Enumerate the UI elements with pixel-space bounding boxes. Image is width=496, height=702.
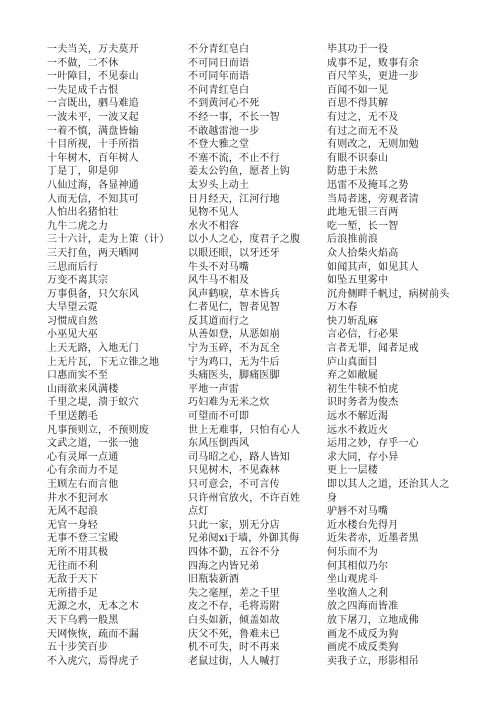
idiom-line: 无源之水，无本之木 [47, 601, 139, 613]
idiom-line: 一失足成千古恨 [47, 84, 119, 96]
idiom-line: 言必信，行必果 [327, 329, 399, 341]
idiom-line: 求大同，存小异 [327, 451, 399, 463]
idiom-line: 万事俱备，只欠东风 [47, 288, 139, 300]
idiom-line: 宁为玉碎，不为瓦全 [188, 343, 280, 355]
idiom-line: 平地一声雷 [188, 383, 239, 395]
idiom-line: 卖我子立，形影相吊 [327, 655, 419, 667]
idiom-line: 日月经天，江河行地 [188, 193, 280, 205]
idiom-line: 只可意会，不可言传 [188, 479, 280, 490]
idiom-line: 何乐而不为 [327, 546, 378, 558]
idiom-line: 文武之道，一张一弛 [47, 438, 139, 450]
idiom-line: 庆父不死，鲁难未已 [188, 628, 280, 640]
idiom-line: 失之毫厘，差之千里 [188, 587, 280, 599]
idiom-line: 无事不登三宝殿 [47, 533, 119, 545]
idiom-line: 四体不勤，五谷不分 [188, 546, 280, 558]
idiom-line: 姜太公钓鱼，愿者上钩 [188, 166, 290, 178]
idiom-line: 心有灵犀一点通 [47, 451, 119, 463]
idiom-line: 白头如新，倾盖如故 [188, 614, 280, 626]
idiom-line: 不问青红皂白 [188, 84, 250, 96]
idiom-line: 井水不犯河水 [47, 492, 109, 504]
idiom-line: 太岁头上动土 [188, 179, 250, 191]
idiom-line: 人而无信，不知其可 [47, 193, 139, 205]
idiom-line: 百闻不如一见 [327, 84, 389, 96]
idiom-line: 近水楼台先得月 [327, 519, 399, 531]
idiom-line: 只此一家，别无分店 [188, 519, 280, 531]
idiom-line: 千里之堤，溃于蚁穴 [47, 397, 139, 409]
idiom-line: 有眼不识泰山 [327, 152, 389, 164]
idiom-line: 成事不足，败事有余 [327, 57, 419, 69]
idiom-line: 后浪推前浪 [327, 234, 378, 246]
idiom-line: 不经一事，不长一智 [188, 111, 280, 123]
idiom-line: 初生牛犊不怕虎 [327, 383, 399, 395]
idiom-line: 司马昭之心，路人皆知 [188, 451, 290, 463]
idiom-line: 反其道而行之 [188, 315, 250, 327]
idiom-line: 从善如登，从恶如崩 [188, 329, 280, 341]
idiom-line: 小巫见大巫 [47, 329, 98, 341]
idiom-line: 坐收渔人之利 [327, 587, 389, 599]
idiom-line: 一波未平，一波又起 [47, 111, 139, 123]
idiom-line: 风声鹤唳，草木皆兵 [188, 288, 280, 300]
idiom-line: 有过之，无不及 [327, 111, 399, 123]
idiom-line: 画虎不成反类狗 [327, 642, 399, 654]
idiom-line: 如坠五里雾中 [327, 275, 389, 287]
idiom-line: 快刀斩乱麻 [327, 315, 378, 327]
idiom-line: 庐山真面目 [327, 356, 378, 368]
idiom-line: 仁者见仁，智者见智 [188, 302, 280, 314]
idiom-line: 不塞不流，不止不行 [188, 152, 280, 164]
idiom-line: 只见树木，不见森林 [188, 465, 280, 477]
idiom-line: 坐山观虎斗 [327, 574, 378, 586]
idiom-line: 何其相似乃尔 [327, 560, 389, 572]
idiom-line: 无敌于天下 [47, 574, 98, 586]
idiom-line: 习惯成自然 [47, 315, 98, 327]
idiom-line: 无往而不利 [47, 560, 98, 572]
idiom-line: 上天无路，入地无门 [47, 343, 139, 355]
idiom-line: 三天打鱼，两天晒网 [47, 247, 139, 259]
idiom-line: 弃之如敝屣 [327, 370, 378, 382]
idiom-line: 言者无罪，闻者足戒 [327, 343, 419, 355]
idiom-line: 可望而不可即 [188, 411, 250, 423]
idiom-line: 巧妇难为无米之炊 [188, 397, 270, 409]
idiom-line: 天下乌鸦一般黑 [47, 614, 119, 626]
idiom-line: 不到黄河心不死 [188, 98, 260, 110]
idiom-line: 五十步笑百步 [47, 642, 109, 654]
idiom-line: 无所措手足 [47, 587, 98, 599]
idiom-line: 一不做，二不休 [47, 57, 119, 69]
idiom-line: 三思而后行 [47, 261, 98, 273]
idiom-line: 十年树木，百年树人 [47, 152, 139, 164]
idiom-line: 不可同日而语 [188, 57, 250, 69]
idiom-line: 放之四海而皆准 [327, 601, 399, 613]
idiom-line: 机不可失，时不再来 [188, 642, 280, 654]
idiom-line: 风牛马不相及 [188, 275, 250, 287]
idiom-line: 人怕出名猪怕壮 [47, 207, 119, 219]
idiom-line: 牛头不对马嘴 [188, 261, 250, 273]
idiom-line: 四海之内皆兄弟 [188, 560, 260, 572]
idiom-line: 吃一堑，长一智 [327, 220, 399, 232]
idiom-line: 九牛二虎之力 [47, 220, 109, 232]
idiom-line: 有则改之，无则加勉 [327, 139, 419, 151]
idiom-line: 更上一层楼 [327, 465, 378, 477]
idiom-line: 王顾左右而言他 [47, 479, 119, 490]
idiom-line: 山雨欲来风满楼 [47, 383, 119, 395]
idiom-line: 无所不用其极 [47, 546, 109, 558]
idiom-line: 丁是丁，卯是卯 [47, 166, 119, 178]
idiom-line: 放下屠刀，立地成佛 [327, 614, 419, 626]
idiom-line: 老鼠过街，人人喊打 [188, 655, 280, 667]
idiom-line: 不入虎穴，焉得虎子 [47, 655, 139, 667]
idiom-line: 旧瓶装新酒 [188, 574, 239, 586]
idiom-line: 上无片瓦，下无立锥之地 [47, 356, 160, 368]
idiom-line: 众人拾柴火焰高 [327, 247, 399, 259]
idiom-line: 只许州官放火，不许百姓点灯 [188, 492, 301, 518]
idiom-line: 东风压倒西风 [188, 438, 250, 450]
idiom-line: 皮之不存，毛将焉附 [188, 601, 280, 613]
idiom-line: 百思不得其解 [327, 98, 389, 110]
idiom-line: 无官一身轻 [47, 519, 98, 531]
idiom-line: 一夫当关，万夫莫开 [47, 44, 139, 55]
idiom-line: 此地无银三百两 [327, 207, 399, 219]
idiom-line: 一叶障目，不见泰山 [47, 71, 139, 83]
idiom-line: 无风不起浪 [47, 506, 98, 518]
idiom-line: 近朱者赤，近墨者黑 [327, 533, 419, 545]
idiom-line: 迅雷不及掩耳之势 [327, 179, 409, 191]
idiom-line: 以小人之心，度君子之腹 [188, 234, 301, 246]
idiom-line: 有过之而无不及 [327, 125, 399, 137]
idiom-column-3 [327, 43, 455, 668]
idiom-line: 世上无难事，只怕有心人 [188, 424, 301, 436]
idiom-line: 见物不见人 [188, 207, 239, 219]
idiom-line: 驴唇不对马嘴 [327, 506, 389, 518]
idiom-line: 口惠而实不至 [47, 370, 109, 382]
idiom-column-2 [188, 43, 310, 668]
idiom-line: 运用之妙，存乎一心 [327, 438, 419, 450]
idiom-line: 不可同年而语 [188, 71, 250, 83]
idiom-line: 十目所视，十手所指 [47, 139, 139, 151]
idiom-line: 防患于未然 [327, 166, 378, 178]
idiom-line: 画龙不成反为狗 [327, 628, 399, 640]
idiom-line: 当局者迷，旁观者清 [327, 193, 419, 205]
idiom-line: 大旱望云霓 [47, 302, 98, 314]
idiom-line: 沉舟侧畔千帆过，病树前头万木春 [327, 288, 450, 314]
idiom-line: 万变不离其宗 [47, 275, 109, 287]
idiom-line: 兄弟阋xi于墙，外御其侮 [188, 533, 300, 545]
idiom-line: 远水不解近渴 [327, 411, 389, 423]
idiom-line: 即以其人之道，还治其人之身 [327, 479, 450, 504]
idiom-line: 一着不慎，满盘皆输 [47, 125, 139, 137]
idiom-line: 天网恢恢，疏而不漏 [47, 628, 139, 640]
idiom-line: 如闻其声，如见其人 [327, 261, 419, 273]
idiom-column-1 [47, 43, 175, 668]
idiom-line: 三十六计，走为上策（计） [47, 234, 170, 246]
idiom-line: 心有余而力不足 [47, 465, 119, 477]
idiom-line: 不敢越雷池一步 [188, 125, 260, 137]
idiom-line: 八仙过海，各显神通 [47, 179, 139, 191]
idiom-line: 远水不救近火 [327, 424, 389, 436]
idiom-line: 头痛医头，脚痛医脚 [188, 370, 280, 382]
idiom-line: 千里送鹅毛 [47, 411, 98, 423]
idiom-line: 凡事预则立，不预则废 [47, 424, 149, 436]
idiom-line: 百尺竿头，更进一步 [327, 71, 419, 83]
idiom-line: 宁为鸡口，无为牛后 [188, 356, 280, 368]
idiom-line: 以眼还眼，以牙还牙 [188, 247, 280, 259]
idiom-line: 识时务者为俊杰 [327, 397, 399, 409]
idiom-line: 不分青红皂白 [188, 44, 250, 55]
idiom-line: 毕其功于一役 [327, 44, 389, 55]
idiom-line: 不登大雅之堂 [188, 139, 250, 151]
idiom-line: 水火不相容 [188, 220, 239, 232]
idiom-line: 一言既出，驷马难追 [47, 98, 139, 110]
